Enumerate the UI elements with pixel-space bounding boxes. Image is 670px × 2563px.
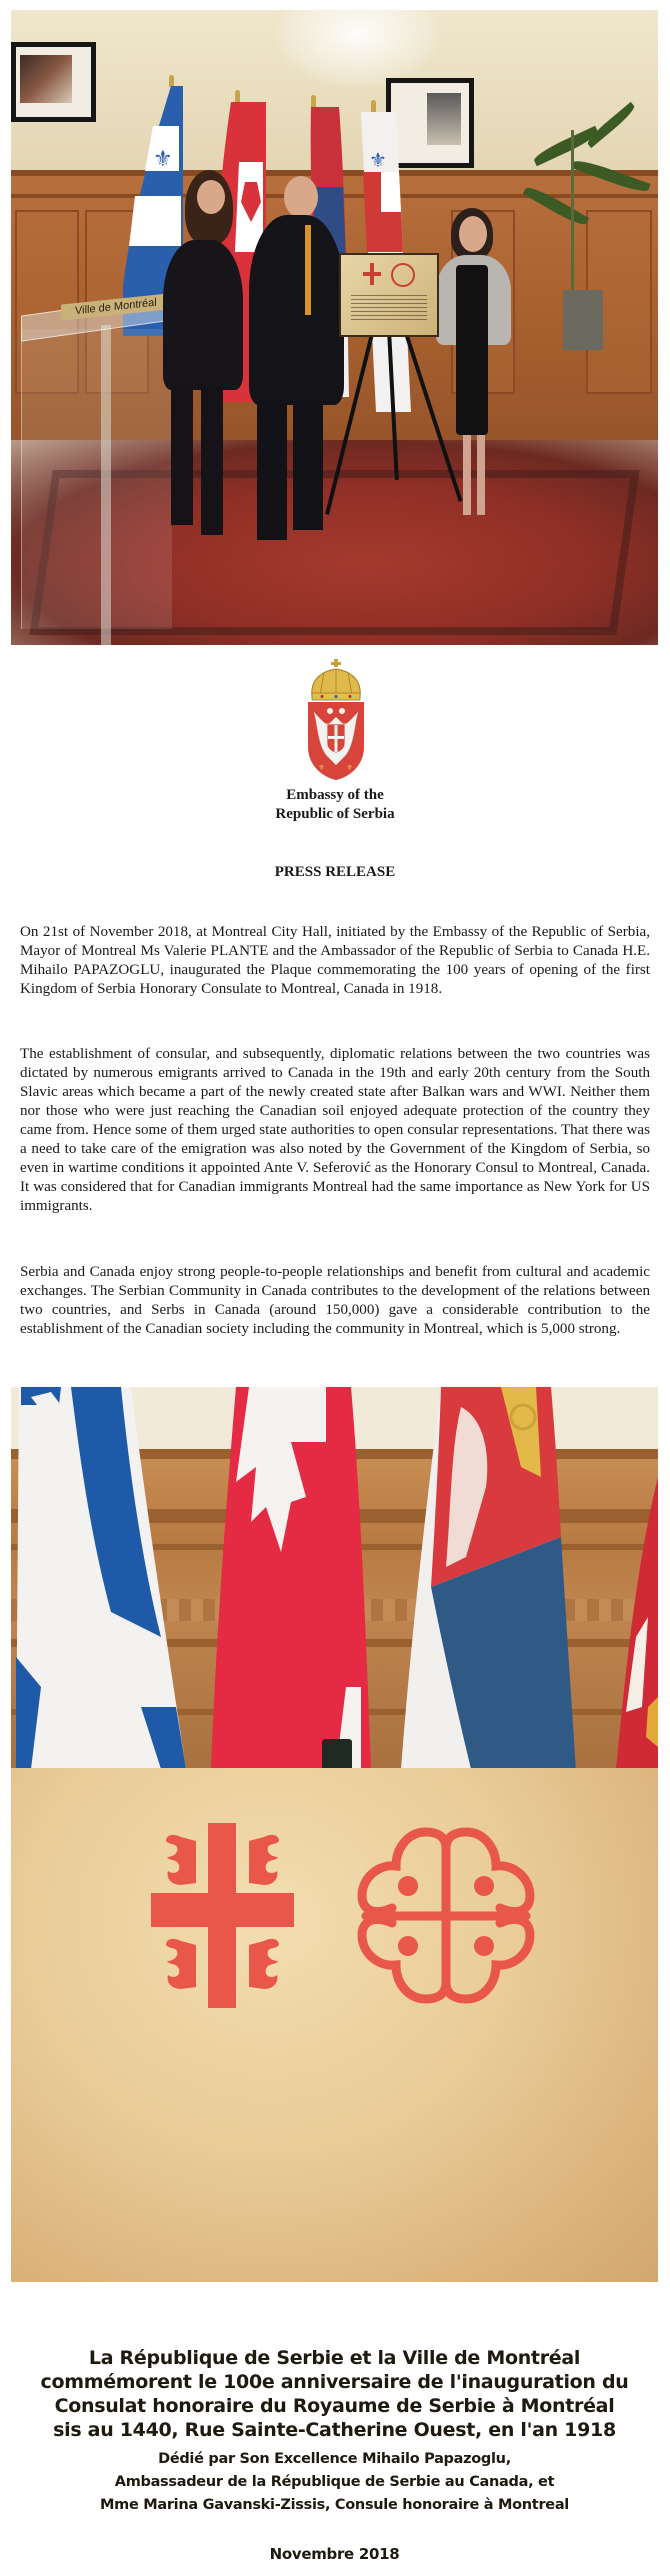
plaque-line: La République de Serbie et la Ville de Montréal	[88, 2347, 581, 2369]
dedication-line: Dédié par Son Excellence Mihailo Papazoglu,	[158, 2451, 511, 2467]
document-title: PRESS RELEASE	[274, 864, 396, 880]
plaque-date: Novembre 2018	[269, 2545, 400, 2563]
montreal-flower-icon	[391, 263, 415, 287]
dedication-line: Mme Marina Gavanski-Zissis, Consule honoraire à Montreal	[100, 2497, 569, 2513]
organization-name	[0, 786, 670, 824]
svg-text:⚜: ⚜	[346, 763, 354, 772]
plaque-dedication	[11, 2448, 658, 2517]
svg-text:⚜: ⚜	[318, 763, 326, 772]
paragraph-1: On 21st of November 2018, at Montreal City Hall, initiated by the Embassy of the Republic of Serbia, Mayor of Montreal Ms Valerie PLANTE and the Ambassador of the Republic of Serbia to Canada H.E. Mihailo PAPAZOGLU, inaugurated the Plaque commemorating the 100 years of opening of the first Kingdom of Serbia Honorary Consulate to Montreal, Canada in 1918.	[20, 924, 650, 997]
painting-left	[11, 42, 96, 122]
serbia-coat-of-arms-icon	[306, 657, 366, 782]
svg-text:⚜: ⚜	[369, 148, 387, 172]
plaque-line: sis au 1440, Rue Sainte-Catherine Ouest, en l'an 1918	[53, 2419, 616, 2441]
ceremony-photo	[11, 10, 658, 645]
paragraph-2: The establishment of consular, and subsequently, diplomatic relations between the two countries was dictated by numerous emigrants arrived to Canada in the 19th and early 20th century from the South Slavic areas which became a part of the newly created state after Balkan wars and WWI. Neither them nor those who were just reaching the Canadian soil enjoyed adequate protection of the country they came from. Hence some of them urged state authorities to open consular representations. That there was a need to take care of the emigration was also noted by the Government of the Kingdom of Serbia, so even in wartime conditions it appointed Ante V. Seferović as the Honorary Consul to Montreal, Canada. It was considered that for Canadian immigrants Montreal had the same importance as New York for US immigrants.	[20, 1046, 650, 1214]
plaque-main-text	[11, 2346, 658, 2442]
commemorative-plaque-small	[339, 253, 439, 337]
canada-flag	[211, 1387, 381, 1769]
org-line-2: Republic of Serbia	[275, 806, 395, 822]
montreal-flag	[616, 1387, 658, 1769]
serbia-flag	[401, 1387, 586, 1769]
plaque-stand-clip	[322, 1739, 352, 1771]
quebec-flag	[11, 1387, 191, 1769]
serbian-cross-icon	[151, 1823, 296, 2008]
serbian-cross-icon	[363, 263, 381, 285]
plaque-line: Consulat honoraire du Royaume de Serbie à Montréal	[54, 2395, 615, 2417]
commemorative-plaque	[11, 1768, 658, 2563]
montreal-flower-icon	[356, 1828, 536, 2003]
glass-podium	[21, 296, 171, 645]
potted-plant	[511, 110, 651, 310]
dedication-line: Ambassadeur de la République de Serbie au Canada, et	[114, 2474, 555, 2490]
org-line-1: Embassy of the	[286, 787, 384, 803]
svg-text:⚜: ⚜	[153, 147, 173, 172]
plaque-line: commémorent le 100e anniversaire de l'inauguration du	[40, 2371, 629, 2393]
paragraph-3: Serbia and Canada enjoy strong people-to-people relationships and benefit from cultural and academic exchanges. The Serbian Community in Canada contributes to the development of the relations between two countries, and Serbs in Canada (around 150,000) gave a considerable contribution to the establishment of the Canadian society including the community in Montreal, which is 5,000 strong.	[20, 1264, 650, 1337]
plaque-photo	[11, 1387, 658, 2563]
podium-sign: Ville de Montréal	[61, 293, 169, 320]
